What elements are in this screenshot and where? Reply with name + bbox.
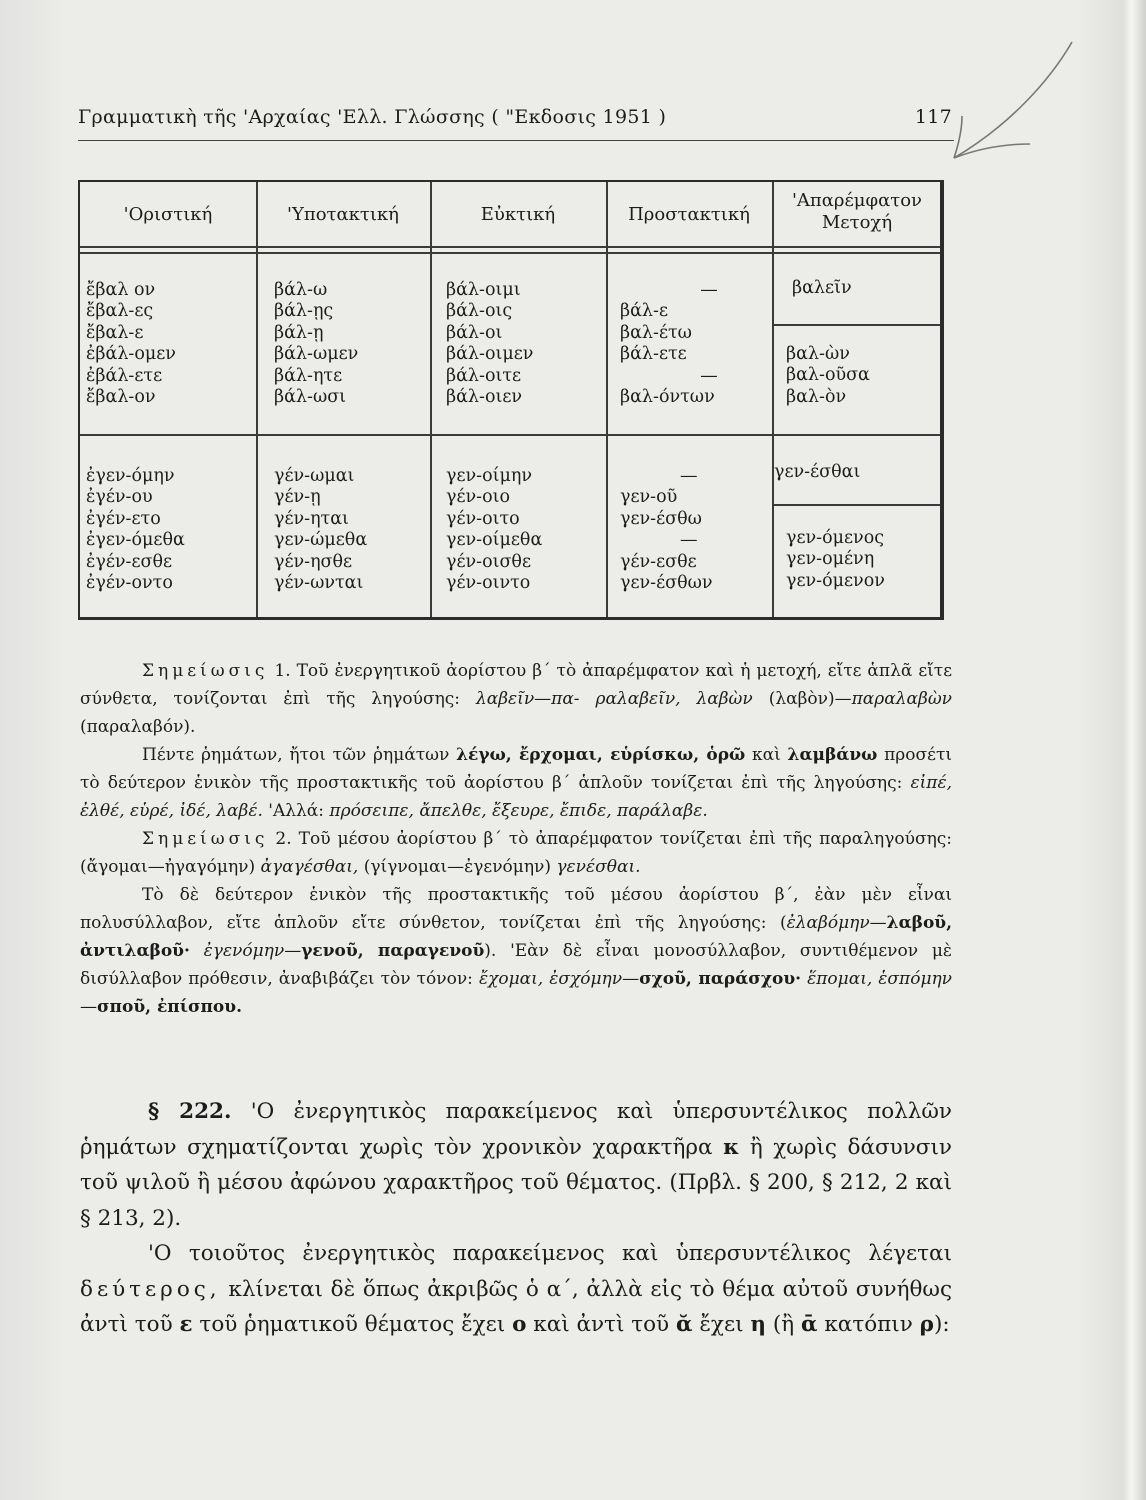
note-1-line3-it-b: παραλαβὼν [851, 689, 953, 709]
para4-text: 'Ο τοιοῦτος ἐνεργητικὸς παρακείμενος καὶ ὑπερσυντέλικος λέγεται [148, 1241, 952, 1266]
table-cell: — [700, 365, 718, 386]
para3-example: ἔχομαι, ἐσχόμην— [478, 969, 640, 989]
para4-text: τοῦ ῥηματικοῦ θέματος ἔχει [199, 1312, 506, 1337]
header-aparemfaton: 'Απαρέμφατον [791, 190, 923, 211]
table-cell: γεν-έσθω [620, 508, 702, 529]
paragraph-3 [80, 881, 952, 1021]
active-ypotaktiki-col [274, 280, 358, 408]
note-1-line3-it-a: ραλαβεῖν, λαβὼν [595, 689, 753, 709]
table-cell: βάλ-ε [620, 301, 669, 322]
active-prostaktiki-col [610, 280, 768, 408]
table-cell: βάλ-ῃς [274, 301, 334, 322]
table-cell: — [680, 530, 698, 551]
para2-text: 'Αλλά: [268, 801, 325, 821]
para3-bold: λαβοῦ, ἀντιλαβοῦ· [80, 913, 952, 961]
active-metochi-col [786, 344, 870, 408]
table-cell: ἐβάλ-ομεν [86, 344, 176, 365]
para3-example: ἐγενόμην— [203, 941, 302, 961]
para2-examples: εἰπέ, ἐλθέ, εὑρέ, ἰδέ, λαβέ. [80, 773, 953, 821]
table-cell: γέν-οιο [446, 487, 511, 508]
para2-text: προσέτι τὸ δεύτερον ἑνικὸν τῆς προστακτικῆς τοῦ ἀορίστου β΄ [80, 745, 953, 793]
table-cell: γέν-ωμαι [274, 466, 355, 486]
table-cell: βάλ-οι [446, 322, 503, 343]
middle-oristiki-col [86, 466, 185, 594]
para4-letter: ο [512, 1312, 527, 1337]
note-2-text: 2. Τοῦ μέσου ἀορίστου β΄ τὸ ἀπαρέμφατον τονίζεται [275, 829, 743, 849]
paragraph-2 [80, 741, 952, 825]
note-1-label: Σημείωσις [142, 661, 269, 681]
para4-text: ἔχει [699, 1312, 744, 1337]
middle-efktiki-col [446, 466, 542, 594]
table-cell: βαλ-ὸν [786, 386, 847, 407]
active-aparemfaton: βαλεῖν [792, 278, 852, 298]
para3-example: ἕπομαι, ἑσπόμην— [80, 969, 953, 1017]
header-ypotaktiki: 'Υποτακτική [287, 204, 399, 225]
table-cell: βαλ-ὼν [786, 344, 850, 364]
header-metochi: Μετοχή [821, 212, 893, 233]
para4-letter: ᾰ [675, 1312, 693, 1337]
note-2-text: ἐπὶ τῆς παραληγούσης: (ἄγομαι—ἠγαγόμην) [80, 829, 953, 877]
header-title: Γραμματικὴ τῆς 'Αρχαίας 'Ελλ. Γλώσσης ( "Εκδοσις 1951 ) [78, 106, 667, 128]
table-cell: ἔβαλ-ον [86, 386, 156, 407]
middle-ypotaktiki-col [274, 466, 367, 594]
note-1-line2: μετοχή, εἴτε ἁπλᾶ εἴτε σύνθετα, τονίζονται ἐπὶ τῆς ληγούσης: [80, 661, 953, 709]
table-cell: γεν-ώμεθα [274, 530, 368, 551]
paragraph-4 [80, 1236, 952, 1343]
section-222 [80, 1094, 952, 1343]
para2-examples: πρόσειπε, ἄπελθε, ἔξευρε, ἔπιδε, παράλαβε. [329, 801, 708, 821]
page-number: 117 [914, 106, 952, 128]
section-222-text: ἢ χωρὶς δάσυνσιν τοῦ ψιλοῦ ἢ μέσου ἀφώνου χαρακτῆρος τοῦ θέματος. (Πρβλ. § 200, § 212, 2 καὶ § 213, 2). [80, 1134, 952, 1231]
active-oristiki-col [86, 280, 176, 408]
para2-bold-verbs: λέγω, ἔρχομαι, εὑρίσκω, ὁρῶ [456, 745, 746, 765]
conjugation-table [78, 180, 944, 620]
table-cell: γεν-οίμεθα [446, 530, 543, 551]
note-2-example: ἀγαγέσθαι, [260, 857, 359, 877]
middle-metochi-col [786, 528, 885, 592]
para2-text: ἁπλοῦν τονίζεται ἐπὶ τῆς ληγούσης: [578, 773, 903, 793]
table-cell: βάλ-οιμεν [446, 344, 534, 365]
para4-letter: ρ [919, 1312, 934, 1337]
table-cell: γεν-οῦ [620, 487, 678, 508]
para4-text: κατόπιν [824, 1312, 913, 1337]
note-1-line3-b: (παραλαβόν). [80, 717, 196, 737]
header-aparemfaton-metochi [772, 190, 942, 234]
middle-aparemfaton: γεν-έσθαι [774, 462, 861, 482]
table-cell: βάλ-ητε [274, 365, 343, 386]
table-cell: βάλ-οις [446, 301, 513, 322]
table-cell: γέν-ῃ [274, 487, 321, 508]
table-cell: βάλ-ῃ [274, 322, 324, 343]
para4-letter: ε [179, 1312, 193, 1337]
para4-letter: η [750, 1312, 766, 1337]
table-cell: ἐγεν-όμην [86, 466, 175, 486]
header-efktiki: Εὐκτική [480, 204, 556, 225]
para2-bold-verb: λαμβάνω [787, 745, 878, 765]
note-1 [80, 657, 952, 1021]
note-2 [80, 825, 952, 881]
note-1-line3-a: (λαβὸν)— [768, 689, 852, 709]
para2-text: καὶ [752, 745, 781, 765]
para4-letter: ᾱ [800, 1312, 818, 1337]
header-oristiki: 'Οριστική [123, 204, 213, 225]
table-cell: ἔβαλ ον [86, 280, 156, 300]
table-cell: γέν-οιντο [446, 572, 531, 593]
section-222-text: 'Ο ἐνεργητικὸς παρακείμενος καὶ ὑπερσυντέλικος πολλῶν ῥημάτων σχηματίζονται χωρὶς τὸν χρονικὸν χαρακτῆρα [80, 1099, 952, 1160]
middle-prostaktiki-col [610, 466, 768, 594]
table-cell: βάλ-ετε [620, 344, 687, 365]
table-cell: βάλ-ωμεν [274, 344, 359, 365]
table-cell: βαλ-οῦσα [786, 365, 870, 386]
table-cell: — [700, 280, 718, 300]
table-cell: ἐγέν-οντο [86, 572, 173, 593]
table-cell: γέν-εσθε [620, 551, 697, 572]
table-cell: ἐγεν-όμεθα [86, 530, 185, 551]
para3-bold: γενοῦ, παραγενοῦ [301, 941, 485, 961]
para3-bold: σποῦ, ἐπίσπου. [97, 997, 242, 1017]
note-2-text: (γίγνομαι—ἐγενόμην) [363, 857, 551, 877]
table-cell: γεν-όμενος [786, 528, 885, 548]
table-cell: ἐγέν-ου [86, 487, 153, 508]
running-header [78, 104, 954, 141]
table-cell: γεν-όμενον [786, 570, 885, 591]
table-cell: βάλ-ω [274, 280, 328, 300]
para3-example: ἐλαβόμην— [786, 913, 887, 933]
table-cell: γέν-οισθε [446, 551, 532, 572]
para4-text: κλίνεται δὲ ὅπως ἀκριβῶς ὁ α΄, ἀλλὰ εἰς τὸ θέμα αὐτοῦ συνήθως ἀντὶ τοῦ [80, 1276, 952, 1337]
table-cell: βάλ-οιεν [446, 386, 523, 407]
table-cell: γεν-οίμην [446, 466, 532, 486]
table-cell: βάλ-ωσι [274, 386, 347, 407]
note-1-line1: 1. Τοῦ ἐνεργητικοῦ ἀορίστου β΄ τὸ ἀπαρέμφατον καὶ ἡ [274, 661, 751, 681]
table-cell: ἐβάλ-ετε [86, 365, 163, 386]
table-cell: βαλ-όντων [620, 386, 715, 407]
para3-bold: σχοῦ, παράσχου· [639, 969, 802, 989]
para4-text: καὶ ἀντὶ τοῦ [533, 1312, 670, 1337]
table-cell: γέν-ωνται [274, 572, 364, 593]
section-222-kappa: κ [723, 1134, 740, 1160]
table-cell: ἐγέν-εσθε [86, 551, 173, 572]
note-2-label: Σημείωσις [142, 829, 269, 849]
table-cell: βάλ-οιτε [446, 365, 522, 386]
para3-text: Τὸ δὲ δεύτερον ἑνικὸν τῆς προστακτικῆς τοῦ μέσου ἀορίστου β΄, ἐὰν μὲν εἶναι πολυσύλλαβον, εἴτε ἁπλοῦν εἴτε σύνθετον, τονίζεται ἐπὶ τῆς ληγούσης: ( [80, 885, 952, 933]
table-cell: ἔβαλ-ε [86, 322, 144, 343]
para4-spaced: δεύτερος, [80, 1276, 221, 1302]
note-2-example: γενέσθαι. [556, 857, 641, 877]
table-cell: γέν-ησθε [274, 551, 353, 572]
active-efktiki-col [446, 280, 533, 408]
table-cell: γεν-ομένη [786, 549, 875, 570]
table-cell: ἐγέν-ετο [86, 508, 161, 529]
table-cell: βαλ-έτω [620, 322, 692, 343]
para4-text: (ἢ [772, 1312, 795, 1337]
table-cell: γέν-οιτο [446, 508, 520, 529]
para3-text: ). 'Εὰν δὲ εἶναι μονοσύλλαβον, συντιθέμενον μὲ δισύλλαβον πρόθεσιν, ἀναβιβάζει τὸν τόνον: [80, 941, 952, 989]
pen-checkmark-icon [940, 40, 1080, 170]
para4-text: ): [933, 1312, 950, 1337]
header-prostaktiki: Προστακτική [628, 204, 750, 225]
para2-text: Πέντε ῥημάτων, ἤτοι τῶν ῥημάτων [142, 745, 450, 765]
table-cell: βάλ-οιμι [446, 280, 521, 300]
table-cell: γέν-ηται [274, 508, 349, 529]
table-cell: ἔβαλ-ες [86, 301, 154, 322]
table-cell: — [680, 466, 698, 486]
section-number: § 222. [148, 1099, 232, 1124]
note-1-line2-it: λαβεῖν—πα- [475, 689, 580, 709]
table-cell: γεν-έσθων [620, 572, 713, 593]
page-edge [1122, 0, 1146, 1500]
